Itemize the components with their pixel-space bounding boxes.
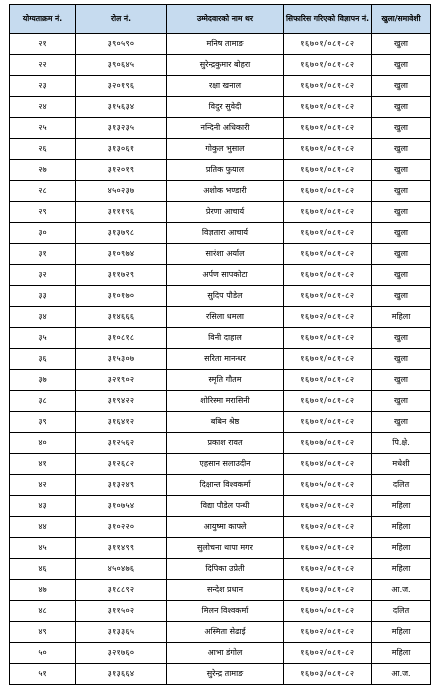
cell-serial: ३४ (10, 307, 76, 328)
cell-advertisement: १६७०४/०८१-८२ (284, 454, 372, 475)
cell-serial: ४४ (10, 517, 76, 538)
cell-serial: २३ (10, 76, 76, 97)
cell-category: खुला (372, 55, 431, 76)
table-row (10, 580, 431, 601)
cell-category: खुला (372, 118, 431, 139)
table-row (10, 643, 431, 664)
cell-category: खुला (372, 370, 431, 391)
cell-category: खुला (372, 265, 431, 286)
cell-roll: ४५०२३७ (76, 181, 167, 202)
cell-name: प्रकाश रावत (167, 433, 284, 454)
cell-category: खुला (372, 34, 431, 55)
header-roll: रोल नं. (76, 5, 167, 34)
cell-serial: ३८ (10, 391, 76, 412)
table-row (10, 202, 431, 223)
cell-advertisement: १६७०१/०८१-८२ (284, 391, 372, 412)
table-row (10, 601, 431, 622)
cell-serial: ४३ (10, 496, 76, 517)
cell-category: खुला (372, 223, 431, 244)
cell-roll: ३१०८१८ (76, 328, 167, 349)
cell-advertisement: १६७०१/०८१-८२ (284, 244, 372, 265)
cell-roll: ३१३२४९ (76, 475, 167, 496)
cell-serial: ३३ (10, 286, 76, 307)
cell-name: विज्ञतारा आचार्य (167, 223, 284, 244)
cell-serial: ३९ (10, 412, 76, 433)
cell-roll: ३९०६४५ (76, 55, 167, 76)
cell-roll: ४५०४७६ (76, 559, 167, 580)
cell-serial: २४ (10, 97, 76, 118)
cell-advertisement: १६७०३/०८१-८२ (284, 580, 372, 601)
cell-serial: २८ (10, 181, 76, 202)
cell-roll: ३११४९९ (76, 538, 167, 559)
cell-advertisement: १६७०१/०८१-८२ (284, 97, 372, 118)
cell-name: दिक्षान्त विश्वकर्मा (167, 475, 284, 496)
cell-category: खुला (372, 328, 431, 349)
cell-advertisement: १६७०१/०८१-८२ (284, 118, 372, 139)
cell-roll: ३१११९६ (76, 202, 167, 223)
cell-category: खुला (372, 412, 431, 433)
cell-category: महिला (372, 559, 431, 580)
cell-serial: २५ (10, 118, 76, 139)
table-row (10, 475, 431, 496)
cell-name: गोकुल भुसाल (167, 139, 284, 160)
cell-category: खुला (372, 244, 431, 265)
cell-advertisement: १६७०२/०८१-८२ (284, 307, 372, 328)
table-row (10, 349, 431, 370)
cell-advertisement: १६७०१/०८१-८२ (284, 349, 372, 370)
cell-category: खुला (372, 391, 431, 412)
cell-advertisement: १६७०१/०८१-८२ (284, 265, 372, 286)
cell-name: अर्पण सापकोटा (167, 265, 284, 286)
cell-category: महिला (372, 538, 431, 559)
cell-serial: ४८ (10, 601, 76, 622)
cell-advertisement: १६७०२/०८१-८२ (284, 622, 372, 643)
cell-roll: ३२१७६० (76, 643, 167, 664)
cell-name: विनी दाहाल (167, 328, 284, 349)
cell-advertisement: १६७०१/०८१-८२ (284, 412, 372, 433)
cell-category: खुला (372, 286, 431, 307)
cell-roll: ३१३२३५ (76, 118, 167, 139)
cell-roll: ३१५६३४ (76, 97, 167, 118)
cell-advertisement: १६७०१/०८१-८२ (284, 181, 372, 202)
cell-name: सारंशा अर्याल (167, 244, 284, 265)
cell-roll: ३१३०६१ (76, 139, 167, 160)
cell-serial: ४२ (10, 475, 76, 496)
cell-serial: ३५ (10, 328, 76, 349)
cell-category: खुला (372, 97, 431, 118)
table-row (10, 433, 431, 454)
cell-advertisement: १६७०५/०८१-८२ (284, 475, 372, 496)
cell-roll: ३१०१७० (76, 286, 167, 307)
table-row (10, 286, 431, 307)
cell-serial: २९ (10, 202, 76, 223)
table-row (10, 55, 431, 76)
cell-name: सुरेन्द्रकुमार बोहरा (167, 55, 284, 76)
cell-category: महिला (372, 517, 431, 538)
table-row (10, 160, 431, 181)
cell-category: खुला (372, 349, 431, 370)
cell-name: प्रेरणा आचार्य (167, 202, 284, 223)
cell-name: विद्या पौडेल पन्थी (167, 496, 284, 517)
table-row (10, 76, 431, 97)
cell-category: दलित (372, 475, 431, 496)
cell-advertisement: १६७०१/०८१-८२ (284, 34, 372, 55)
table-row (10, 307, 431, 328)
cell-name: मिलन विश्वकर्मा (167, 601, 284, 622)
cell-advertisement: १६७०२/०८१-८२ (284, 643, 372, 664)
cell-category: आ.ज. (372, 664, 431, 685)
cell-category: खुला (372, 202, 431, 223)
header-name: उम्मेदवारको नाम थर (167, 5, 284, 34)
cell-name: सरिता मानन्धर (167, 349, 284, 370)
cell-roll: ३१२६८२ (76, 454, 167, 475)
table-row (10, 265, 431, 286)
cell-category: मधेशी (372, 454, 431, 475)
cell-serial: ५० (10, 643, 76, 664)
cell-category: खुला (372, 181, 431, 202)
cell-name: रक्षा खनाल (167, 76, 284, 97)
cell-name: रसिला धमला (167, 307, 284, 328)
cell-advertisement: १६७०१/०८१-८२ (284, 370, 372, 391)
cell-advertisement: १६७०२/०८१-८२ (284, 496, 372, 517)
cell-serial: ३७ (10, 370, 76, 391)
cell-name: मनिष तामाङ (167, 34, 284, 55)
cell-advertisement: १६७०२/०८१-८२ (284, 538, 372, 559)
cell-serial: ४९ (10, 622, 76, 643)
table-row (10, 328, 431, 349)
table-row (10, 454, 431, 475)
cell-roll: ३१८८९२ (76, 580, 167, 601)
cell-advertisement: १६७०१/०८१-८२ (284, 328, 372, 349)
cell-serial: ४७ (10, 580, 76, 601)
table-row (10, 181, 431, 202)
table-row (10, 622, 431, 643)
cell-roll: ३१९४२२ (76, 391, 167, 412)
table-row (10, 370, 431, 391)
cell-serial: ४६ (10, 559, 76, 580)
cell-serial: ४१ (10, 454, 76, 475)
cell-roll: ३१३७९८ (76, 223, 167, 244)
cell-roll: ३१४६६६ (76, 307, 167, 328)
cell-serial: ४५ (10, 538, 76, 559)
cell-roll: ३१३३६५ (76, 622, 167, 643)
results-table (9, 4, 431, 685)
table-row (10, 496, 431, 517)
cell-category: खुला (372, 76, 431, 97)
cell-category: खुला (372, 160, 431, 181)
cell-advertisement: १६७०१/०८१-८२ (284, 160, 372, 181)
cell-advertisement: १६७०१/०८१-८२ (284, 286, 372, 307)
cell-name: शोरिस्मा मरासिनी (167, 391, 284, 412)
cell-roll: ३१०७५४ (76, 496, 167, 517)
cell-category: महिला (372, 643, 431, 664)
table-row (10, 223, 431, 244)
cell-advertisement: १६७०१/०८१-८२ (284, 202, 372, 223)
cell-serial: २२ (10, 55, 76, 76)
cell-advertisement: १६७०७/०८१-८२ (284, 433, 372, 454)
cell-roll: ३१०९७४ (76, 244, 167, 265)
table-row (10, 118, 431, 139)
cell-name: एहसान सलाउदीन (167, 454, 284, 475)
cell-name: अस्मिता सेढाई (167, 622, 284, 643)
cell-serial: ३२ (10, 265, 76, 286)
cell-serial: २७ (10, 160, 76, 181)
cell-name: विदुर सुवेदी (167, 97, 284, 118)
header-category: खुला/समावेशी (372, 5, 431, 34)
cell-roll: ३१२०१९ (76, 160, 167, 181)
table-row (10, 34, 431, 55)
cell-advertisement: १६७०३/०८१-८२ (284, 664, 372, 685)
cell-advertisement: १६७०२/०८१-८२ (284, 517, 372, 538)
table-row (10, 244, 431, 265)
cell-roll: ३११७२९ (76, 265, 167, 286)
table-row (10, 664, 431, 685)
cell-category: खुला (372, 139, 431, 160)
cell-category: आ.ज. (372, 580, 431, 601)
cell-category: पि.क्षे. (372, 433, 431, 454)
cell-category: महिला (372, 307, 431, 328)
cell-advertisement: १६७०१/०८१-८२ (284, 223, 372, 244)
cell-roll: ३२१९०२ (76, 370, 167, 391)
table-body (10, 34, 431, 685)
cell-name: दिपिका उप्रेती (167, 559, 284, 580)
cell-serial: ३० (10, 223, 76, 244)
results-sheet (9, 4, 430, 685)
cell-name: सुदिप पौडेल (167, 286, 284, 307)
header-advertisement: सिफारिस गरिएको विज्ञापन नं. (284, 5, 372, 34)
table-row (10, 559, 431, 580)
cell-advertisement: १६७०१/०८१-८२ (284, 139, 372, 160)
table-row (10, 412, 431, 433)
table-row (10, 391, 431, 412)
cell-roll: ३११५०२ (76, 601, 167, 622)
cell-advertisement: १६७०५/०८१-८२ (284, 601, 372, 622)
cell-serial: ३१ (10, 244, 76, 265)
cell-roll: ३१५३०७ (76, 349, 167, 370)
cell-name: बबिन श्रेष्ठ (167, 412, 284, 433)
table-row (10, 517, 431, 538)
cell-serial: ५१ (10, 664, 76, 685)
cell-advertisement: १६७०२/०८१-८२ (284, 559, 372, 580)
cell-name: आभा डंगोल (167, 643, 284, 664)
cell-name: सन्देश प्रधान (167, 580, 284, 601)
cell-name: अशोक भण्डारी (167, 181, 284, 202)
cell-roll: ३२०१९६ (76, 76, 167, 97)
cell-category: महिला (372, 622, 431, 643)
cell-roll: ३१६४१२ (76, 412, 167, 433)
cell-advertisement: १६७०१/०८१-८२ (284, 76, 372, 97)
cell-category: महिला (372, 496, 431, 517)
cell-roll: ३१३६६४ (76, 664, 167, 685)
cell-name: नन्दिनी अधिकारी (167, 118, 284, 139)
table-row (10, 139, 431, 160)
table-row (10, 97, 431, 118)
table-header (10, 5, 431, 34)
cell-name: प्रतिक फुयाल (167, 160, 284, 181)
cell-category: दलित (372, 601, 431, 622)
cell-serial: ४० (10, 433, 76, 454)
cell-name: सुरेन्द्र तामाङ (167, 664, 284, 685)
cell-roll: ३१०२२० (76, 517, 167, 538)
table-row (10, 538, 431, 559)
cell-serial: २६ (10, 139, 76, 160)
cell-roll: ३९०५९० (76, 34, 167, 55)
cell-name: आयुष्मा काफ्ले (167, 517, 284, 538)
cell-name: स्मृति गौतम (167, 370, 284, 391)
cell-name: सुलोचना थापा मगर (167, 538, 284, 559)
cell-roll: ३१२५६२ (76, 433, 167, 454)
header-serial: योग्यताक्रम नं. (10, 5, 76, 34)
cell-serial: २१ (10, 34, 76, 55)
cell-serial: ३६ (10, 349, 76, 370)
header-row (10, 5, 431, 34)
cell-advertisement: १६७०१/०८१-८२ (284, 55, 372, 76)
